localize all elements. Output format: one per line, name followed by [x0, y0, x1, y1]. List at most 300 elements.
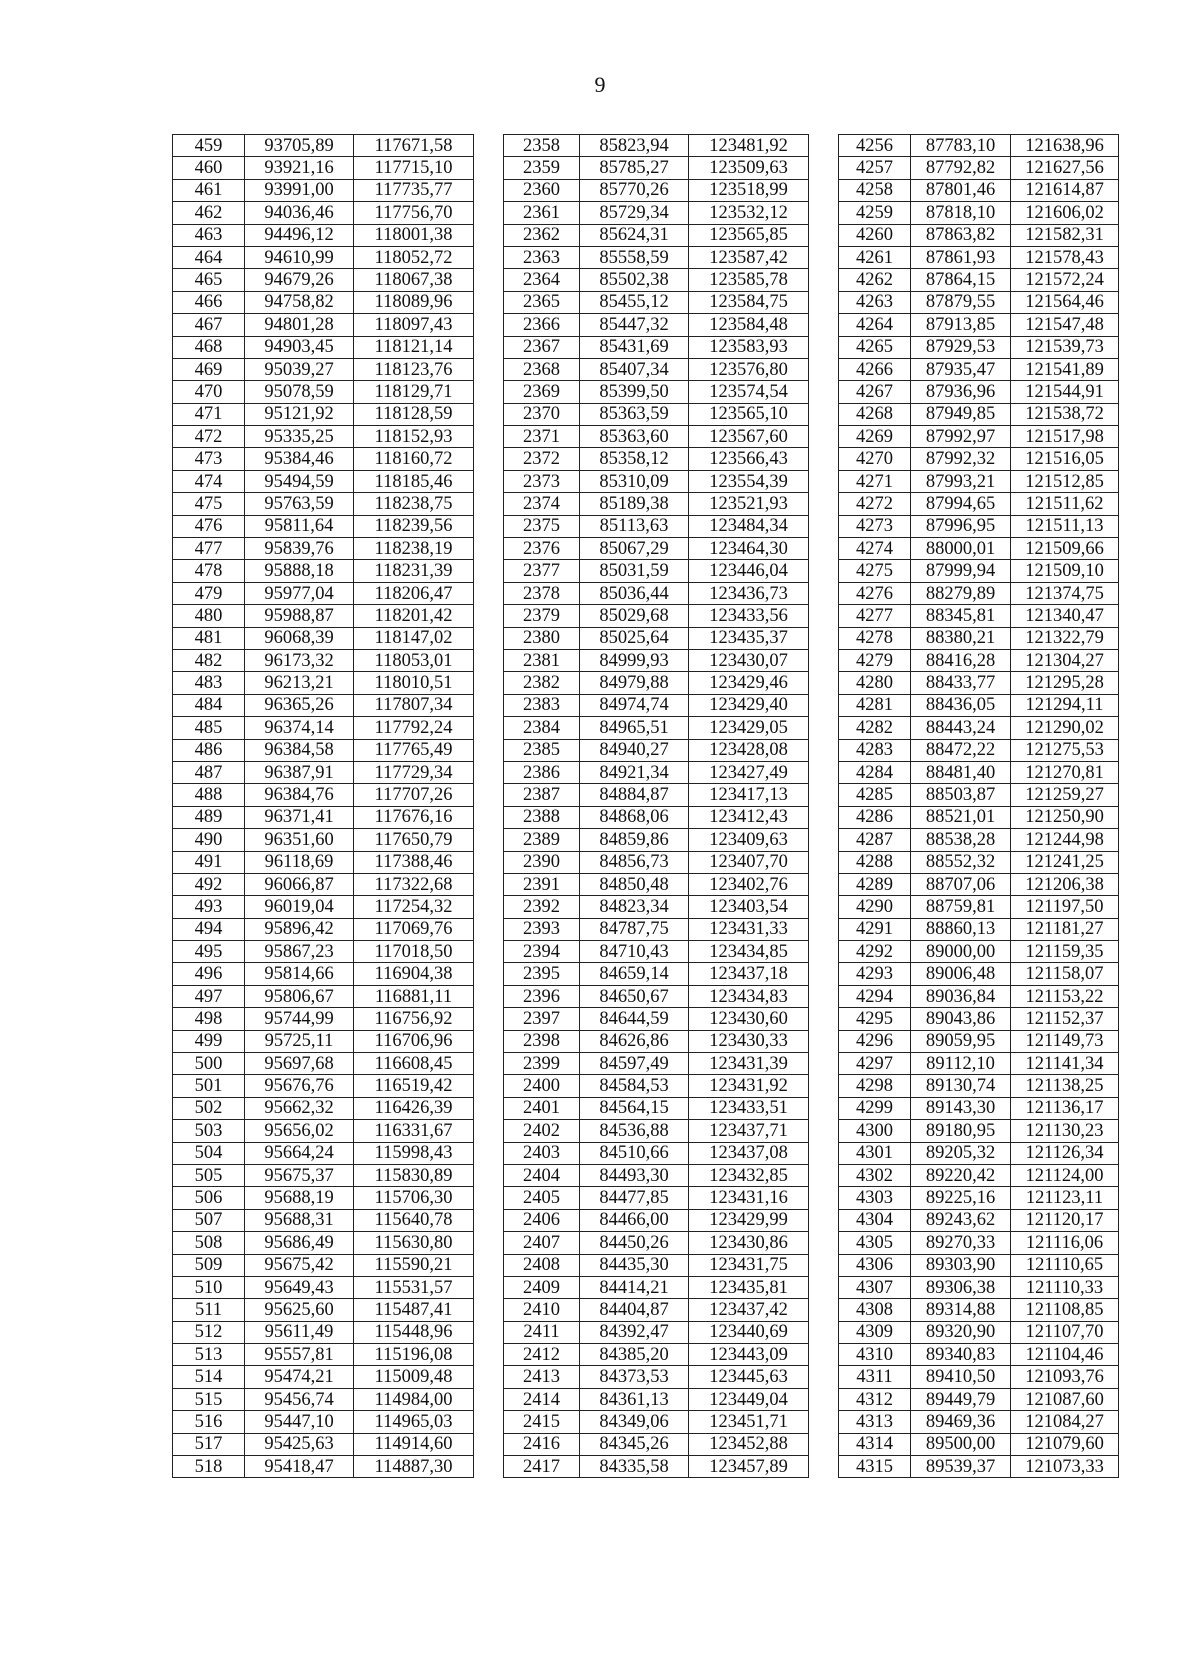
- y-coordinate-cell: 121084,27: [1011, 1411, 1119, 1433]
- y-coordinate-cell: 123434,83: [689, 985, 809, 1007]
- x-coordinate-cell: 84564,15: [580, 1097, 689, 1119]
- x-coordinate-cell: 96213,21: [245, 672, 354, 694]
- table-row: [173, 761, 1119, 783]
- column-gap: [474, 515, 504, 537]
- y-coordinate-cell: 116426,39: [354, 1097, 474, 1119]
- point-number-cell: 504: [173, 1142, 245, 1164]
- x-coordinate-cell: 88416,28: [911, 649, 1011, 671]
- x-coordinate-cell: 87792,82: [911, 157, 1011, 179]
- point-number-cell: 4274: [839, 538, 911, 560]
- y-coordinate-cell: 121104,46: [1011, 1344, 1119, 1366]
- x-coordinate-cell: 96384,76: [245, 784, 354, 806]
- y-coordinate-cell: 121509,66: [1011, 538, 1119, 560]
- point-number-cell: 506: [173, 1187, 245, 1209]
- y-coordinate-cell: 123403,54: [689, 896, 809, 918]
- column-gap: [809, 605, 839, 627]
- point-number-cell: 4269: [839, 426, 911, 448]
- y-coordinate-cell: 114914,60: [354, 1433, 474, 1455]
- x-coordinate-cell: 88436,05: [911, 694, 1011, 716]
- x-coordinate-cell: 89205,32: [911, 1142, 1011, 1164]
- point-number-cell: 2386: [504, 761, 580, 783]
- x-coordinate-cell: 85399,50: [580, 381, 689, 403]
- y-coordinate-cell: 123431,75: [689, 1254, 809, 1276]
- y-coordinate-cell: 117671,58: [354, 135, 474, 157]
- y-coordinate-cell: 116331,67: [354, 1120, 474, 1142]
- y-coordinate-cell: 115998,43: [354, 1142, 474, 1164]
- column-gap: [474, 851, 504, 873]
- x-coordinate-cell: 85785,27: [580, 157, 689, 179]
- column-gap: [474, 291, 504, 313]
- x-coordinate-cell: 87993,21: [911, 470, 1011, 492]
- point-number-cell: 4302: [839, 1164, 911, 1186]
- point-number-cell: 4271: [839, 470, 911, 492]
- x-coordinate-cell: 87929,53: [911, 336, 1011, 358]
- point-number-cell: 4260: [839, 224, 911, 246]
- x-coordinate-cell: 95744,99: [245, 1008, 354, 1030]
- table-row: [173, 515, 1119, 537]
- y-coordinate-cell: 115830,89: [354, 1164, 474, 1186]
- point-number-cell: 4310: [839, 1344, 911, 1366]
- table-row: [173, 1030, 1119, 1052]
- table-row: [173, 1456, 1119, 1478]
- y-coordinate-cell: 118185,46: [354, 470, 474, 492]
- point-number-cell: 2379: [504, 605, 580, 627]
- x-coordinate-cell: 96019,04: [245, 896, 354, 918]
- x-coordinate-cell: 95662,32: [245, 1097, 354, 1119]
- column-gap: [809, 761, 839, 783]
- x-coordinate-cell: 87879,55: [911, 291, 1011, 313]
- point-number-cell: 2398: [504, 1030, 580, 1052]
- x-coordinate-cell: 87783,10: [911, 135, 1011, 157]
- x-coordinate-cell: 95335,25: [245, 426, 354, 448]
- x-coordinate-cell: 87818,10: [911, 202, 1011, 224]
- point-number-cell: 4282: [839, 717, 911, 739]
- point-number-cell: 473: [173, 448, 245, 470]
- x-coordinate-cell: 95425,63: [245, 1433, 354, 1455]
- column-gap: [809, 672, 839, 694]
- point-number-cell: 2382: [504, 672, 580, 694]
- y-coordinate-cell: 118089,96: [354, 291, 474, 313]
- point-number-cell: 4262: [839, 269, 911, 291]
- point-number-cell: 4306: [839, 1254, 911, 1276]
- column-gap: [809, 985, 839, 1007]
- y-coordinate-cell: 123431,92: [689, 1075, 809, 1097]
- point-number-cell: 2401: [504, 1097, 580, 1119]
- table-row: [173, 1142, 1119, 1164]
- point-number-cell: 2416: [504, 1433, 580, 1455]
- x-coordinate-cell: 85067,29: [580, 538, 689, 560]
- point-number-cell: 4301: [839, 1142, 911, 1164]
- point-number-cell: 4263: [839, 291, 911, 313]
- column-gap: [474, 1456, 504, 1478]
- y-coordinate-cell: 123565,10: [689, 403, 809, 425]
- column-gap: [474, 1164, 504, 1186]
- x-coordinate-cell: 84414,21: [580, 1276, 689, 1298]
- x-coordinate-cell: 84974,74: [580, 694, 689, 716]
- point-number-cell: 2412: [504, 1344, 580, 1366]
- point-number-cell: 2402: [504, 1120, 580, 1142]
- y-coordinate-cell: 118067,38: [354, 269, 474, 291]
- point-number-cell: 478: [173, 560, 245, 582]
- column-gap: [474, 649, 504, 671]
- column-gap: [474, 448, 504, 470]
- point-number-cell: 2403: [504, 1142, 580, 1164]
- column-gap: [809, 896, 839, 918]
- y-coordinate-cell: 115640,78: [354, 1209, 474, 1231]
- point-number-cell: 474: [173, 470, 245, 492]
- x-coordinate-cell: 84884,87: [580, 784, 689, 806]
- point-number-cell: 2408: [504, 1254, 580, 1276]
- y-coordinate-cell: 115531,57: [354, 1276, 474, 1298]
- x-coordinate-cell: 95676,76: [245, 1075, 354, 1097]
- y-coordinate-cell: 118231,39: [354, 560, 474, 582]
- table-row: [173, 694, 1119, 716]
- point-number-cell: 459: [173, 135, 245, 157]
- point-number-cell: 2389: [504, 829, 580, 851]
- table-row: [173, 1433, 1119, 1455]
- x-coordinate-cell: 89314,88: [911, 1299, 1011, 1321]
- column-gap: [474, 1187, 504, 1209]
- x-coordinate-cell: 84868,06: [580, 806, 689, 828]
- x-coordinate-cell: 89006,48: [911, 963, 1011, 985]
- y-coordinate-cell: 123431,16: [689, 1187, 809, 1209]
- point-number-cell: 511: [173, 1299, 245, 1321]
- point-number-cell: 4284: [839, 761, 911, 783]
- column-gap: [474, 470, 504, 492]
- x-coordinate-cell: 87996,95: [911, 515, 1011, 537]
- point-number-cell: 463: [173, 224, 245, 246]
- x-coordinate-cell: 85558,59: [580, 246, 689, 268]
- column-gap: [474, 941, 504, 963]
- point-number-cell: 2405: [504, 1187, 580, 1209]
- point-number-cell: 4307: [839, 1276, 911, 1298]
- x-coordinate-cell: 95839,76: [245, 538, 354, 560]
- table-row: [173, 202, 1119, 224]
- x-coordinate-cell: 94903,45: [245, 336, 354, 358]
- point-number-cell: 470: [173, 381, 245, 403]
- point-number-cell: 514: [173, 1366, 245, 1388]
- point-number-cell: 4277: [839, 605, 911, 627]
- x-coordinate-cell: 85407,34: [580, 358, 689, 380]
- point-number-cell: 2359: [504, 157, 580, 179]
- y-coordinate-cell: 121294,11: [1011, 694, 1119, 716]
- x-coordinate-cell: 84373,53: [580, 1366, 689, 1388]
- y-coordinate-cell: 121322,79: [1011, 627, 1119, 649]
- y-coordinate-cell: 117254,32: [354, 896, 474, 918]
- point-number-cell: 513: [173, 1344, 245, 1366]
- point-number-cell: 4303: [839, 1187, 911, 1209]
- x-coordinate-cell: 87992,32: [911, 448, 1011, 470]
- point-number-cell: 2373: [504, 470, 580, 492]
- point-number-cell: 512: [173, 1321, 245, 1343]
- y-coordinate-cell: 121120,17: [1011, 1209, 1119, 1231]
- x-coordinate-cell: 89000,00: [911, 941, 1011, 963]
- x-coordinate-cell: 84979,88: [580, 672, 689, 694]
- point-number-cell: 516: [173, 1411, 245, 1433]
- column-gap: [474, 403, 504, 425]
- column-gap: [474, 806, 504, 828]
- x-coordinate-cell: 85770,26: [580, 179, 689, 201]
- point-number-cell: 2417: [504, 1456, 580, 1478]
- x-coordinate-cell: 88707,06: [911, 873, 1011, 895]
- y-coordinate-cell: 121516,05: [1011, 448, 1119, 470]
- y-coordinate-cell: 121087,60: [1011, 1388, 1119, 1410]
- y-coordinate-cell: 118238,19: [354, 538, 474, 560]
- point-number-cell: 2360: [504, 179, 580, 201]
- x-coordinate-cell: 84626,86: [580, 1030, 689, 1052]
- x-coordinate-cell: 88345,81: [911, 605, 1011, 627]
- point-number-cell: 4314: [839, 1433, 911, 1455]
- column-gap: [809, 806, 839, 828]
- point-number-cell: 2365: [504, 291, 580, 313]
- y-coordinate-cell: 117807,34: [354, 694, 474, 716]
- column-gap: [809, 784, 839, 806]
- y-coordinate-cell: 121638,96: [1011, 135, 1119, 157]
- table-row: [173, 538, 1119, 560]
- x-coordinate-cell: 95625,60: [245, 1299, 354, 1321]
- x-coordinate-cell: 94758,82: [245, 291, 354, 313]
- y-coordinate-cell: 123402,76: [689, 873, 809, 895]
- column-gap: [474, 224, 504, 246]
- point-number-cell: 2413: [504, 1366, 580, 1388]
- y-coordinate-cell: 123417,13: [689, 784, 809, 806]
- column-gap: [809, 1321, 839, 1343]
- column-gap: [809, 202, 839, 224]
- y-coordinate-cell: 118097,43: [354, 314, 474, 336]
- column-gap: [809, 403, 839, 425]
- y-coordinate-cell: 123437,08: [689, 1142, 809, 1164]
- point-number-cell: 465: [173, 269, 245, 291]
- column-gap: [474, 269, 504, 291]
- y-coordinate-cell: 123429,46: [689, 672, 809, 694]
- y-coordinate-cell: 123435,81: [689, 1276, 809, 1298]
- y-coordinate-cell: 118238,75: [354, 493, 474, 515]
- point-number-cell: 468: [173, 336, 245, 358]
- column-gap: [809, 1344, 839, 1366]
- x-coordinate-cell: 89320,90: [911, 1321, 1011, 1343]
- y-coordinate-cell: 115448,96: [354, 1321, 474, 1343]
- x-coordinate-cell: 84921,34: [580, 761, 689, 783]
- column-gap: [474, 135, 504, 157]
- point-number-cell: 4272: [839, 493, 911, 515]
- x-coordinate-cell: 95888,18: [245, 560, 354, 582]
- column-gap: [474, 314, 504, 336]
- column-gap: [474, 582, 504, 604]
- y-coordinate-cell: 121138,25: [1011, 1075, 1119, 1097]
- x-coordinate-cell: 84510,66: [580, 1142, 689, 1164]
- point-number-cell: 2362: [504, 224, 580, 246]
- point-number-cell: 510: [173, 1276, 245, 1298]
- column-gap: [809, 739, 839, 761]
- point-number-cell: 4298: [839, 1075, 911, 1097]
- column-gap: [809, 135, 839, 157]
- y-coordinate-cell: 117765,49: [354, 739, 474, 761]
- x-coordinate-cell: 85036,44: [580, 582, 689, 604]
- y-coordinate-cell: 117792,24: [354, 717, 474, 739]
- y-coordinate-cell: 118206,47: [354, 582, 474, 604]
- point-number-cell: 477: [173, 538, 245, 560]
- x-coordinate-cell: 96173,32: [245, 649, 354, 671]
- y-coordinate-cell: 118052,72: [354, 246, 474, 268]
- y-coordinate-cell: 123432,85: [689, 1164, 809, 1186]
- y-coordinate-cell: 116756,92: [354, 1008, 474, 1030]
- table-row: [173, 358, 1119, 380]
- y-coordinate-cell: 123585,78: [689, 269, 809, 291]
- point-number-cell: 2364: [504, 269, 580, 291]
- column-gap: [809, 1053, 839, 1075]
- point-number-cell: 2399: [504, 1053, 580, 1075]
- x-coordinate-cell: 84965,51: [580, 717, 689, 739]
- x-coordinate-cell: 95896,42: [245, 918, 354, 940]
- y-coordinate-cell: 121374,75: [1011, 582, 1119, 604]
- point-number-cell: 2391: [504, 873, 580, 895]
- x-coordinate-cell: 85502,38: [580, 269, 689, 291]
- table-row: [173, 1120, 1119, 1142]
- point-number-cell: 4305: [839, 1232, 911, 1254]
- x-coordinate-cell: 89143,30: [911, 1097, 1011, 1119]
- point-number-cell: 4265: [839, 336, 911, 358]
- x-coordinate-cell: 88380,21: [911, 627, 1011, 649]
- table-row: [173, 851, 1119, 873]
- x-coordinate-cell: 95656,02: [245, 1120, 354, 1142]
- x-coordinate-cell: 84859,86: [580, 829, 689, 851]
- y-coordinate-cell: 121130,23: [1011, 1120, 1119, 1142]
- table-row: [173, 1053, 1119, 1075]
- column-gap: [474, 1142, 504, 1164]
- x-coordinate-cell: 95814,66: [245, 963, 354, 985]
- point-number-cell: 4288: [839, 851, 911, 873]
- x-coordinate-cell: 88759,81: [911, 896, 1011, 918]
- point-number-cell: 500: [173, 1053, 245, 1075]
- y-coordinate-cell: 121259,27: [1011, 784, 1119, 806]
- point-number-cell: 4286: [839, 806, 911, 828]
- x-coordinate-cell: 87935,47: [911, 358, 1011, 380]
- point-number-cell: 2411: [504, 1321, 580, 1343]
- x-coordinate-cell: 84659,14: [580, 963, 689, 985]
- x-coordinate-cell: 95649,43: [245, 1276, 354, 1298]
- x-coordinate-cell: 93921,16: [245, 157, 354, 179]
- x-coordinate-cell: 88000,01: [911, 538, 1011, 560]
- point-number-cell: 4257: [839, 157, 911, 179]
- x-coordinate-cell: 88481,40: [911, 761, 1011, 783]
- point-number-cell: 503: [173, 1120, 245, 1142]
- y-coordinate-cell: 121564,46: [1011, 291, 1119, 313]
- y-coordinate-cell: 116706,96: [354, 1030, 474, 1052]
- y-coordinate-cell: 117756,70: [354, 202, 474, 224]
- column-gap: [809, 1456, 839, 1478]
- column-gap: [474, 1433, 504, 1455]
- y-coordinate-cell: 117650,79: [354, 829, 474, 851]
- table-row: [173, 784, 1119, 806]
- column-gap: [474, 358, 504, 380]
- y-coordinate-cell: 123481,92: [689, 135, 809, 157]
- point-number-cell: 494: [173, 918, 245, 940]
- x-coordinate-cell: 95664,24: [245, 1142, 354, 1164]
- y-coordinate-cell: 118129,71: [354, 381, 474, 403]
- column-gap: [809, 918, 839, 940]
- column-gap: [809, 269, 839, 291]
- x-coordinate-cell: 85113,63: [580, 515, 689, 537]
- x-coordinate-cell: 96365,26: [245, 694, 354, 716]
- x-coordinate-cell: 94610,99: [245, 246, 354, 268]
- column-gap: [809, 336, 839, 358]
- column-gap: [474, 1053, 504, 1075]
- column-gap: [809, 649, 839, 671]
- point-number-cell: 4275: [839, 560, 911, 582]
- x-coordinate-cell: 95675,42: [245, 1254, 354, 1276]
- x-coordinate-cell: 85310,09: [580, 470, 689, 492]
- column-gap: [474, 739, 504, 761]
- point-number-cell: 508: [173, 1232, 245, 1254]
- column-gap: [474, 1321, 504, 1343]
- point-number-cell: 4297: [839, 1053, 911, 1075]
- y-coordinate-cell: 118239,56: [354, 515, 474, 537]
- y-coordinate-cell: 115196,08: [354, 1344, 474, 1366]
- point-number-cell: 483: [173, 672, 245, 694]
- column-gap: [474, 1388, 504, 1410]
- x-coordinate-cell: 89112,10: [911, 1053, 1011, 1075]
- x-coordinate-cell: 95686,49: [245, 1232, 354, 1254]
- x-coordinate-cell: 87801,46: [911, 179, 1011, 201]
- column-gap: [474, 1276, 504, 1298]
- point-number-cell: 4278: [839, 627, 911, 649]
- column-gap: [809, 179, 839, 201]
- point-number-cell: 2414: [504, 1388, 580, 1410]
- point-number-cell: 2367: [504, 336, 580, 358]
- point-number-cell: 4264: [839, 314, 911, 336]
- column-gap: [474, 1344, 504, 1366]
- column-gap: [809, 1075, 839, 1097]
- x-coordinate-cell: 95867,23: [245, 941, 354, 963]
- point-number-cell: 4290: [839, 896, 911, 918]
- table-row: [173, 314, 1119, 336]
- point-number-cell: 2383: [504, 694, 580, 716]
- point-number-cell: 472: [173, 426, 245, 448]
- x-coordinate-cell: 96371,41: [245, 806, 354, 828]
- y-coordinate-cell: 121578,43: [1011, 246, 1119, 268]
- y-coordinate-cell: 114984,00: [354, 1388, 474, 1410]
- x-coordinate-cell: 85031,59: [580, 560, 689, 582]
- x-coordinate-cell: 87936,96: [911, 381, 1011, 403]
- x-coordinate-cell: 84349,06: [580, 1411, 689, 1433]
- y-coordinate-cell: 123433,51: [689, 1097, 809, 1119]
- x-coordinate-cell: 85029,68: [580, 605, 689, 627]
- column-gap: [809, 1187, 839, 1209]
- x-coordinate-cell: 93705,89: [245, 135, 354, 157]
- column-gap: [474, 963, 504, 985]
- y-coordinate-cell: 121547,48: [1011, 314, 1119, 336]
- y-coordinate-cell: 121136,17: [1011, 1097, 1119, 1119]
- point-number-cell: 2395: [504, 963, 580, 985]
- point-number-cell: 491: [173, 851, 245, 873]
- y-coordinate-cell: 121509,10: [1011, 560, 1119, 582]
- point-number-cell: 496: [173, 963, 245, 985]
- column-gap: [809, 829, 839, 851]
- y-coordinate-cell: 123430,33: [689, 1030, 809, 1052]
- x-coordinate-cell: 84477,85: [580, 1187, 689, 1209]
- point-number-cell: 499: [173, 1030, 245, 1052]
- y-coordinate-cell: 121126,34: [1011, 1142, 1119, 1164]
- column-gap: [809, 1097, 839, 1119]
- x-coordinate-cell: 95384,46: [245, 448, 354, 470]
- y-coordinate-cell: 123430,60: [689, 1008, 809, 1030]
- y-coordinate-cell: 121079,60: [1011, 1433, 1119, 1455]
- column-gap: [809, 291, 839, 313]
- table-row: [173, 806, 1119, 828]
- column-gap: [809, 448, 839, 470]
- x-coordinate-cell: 94679,26: [245, 269, 354, 291]
- x-coordinate-cell: 88443,24: [911, 717, 1011, 739]
